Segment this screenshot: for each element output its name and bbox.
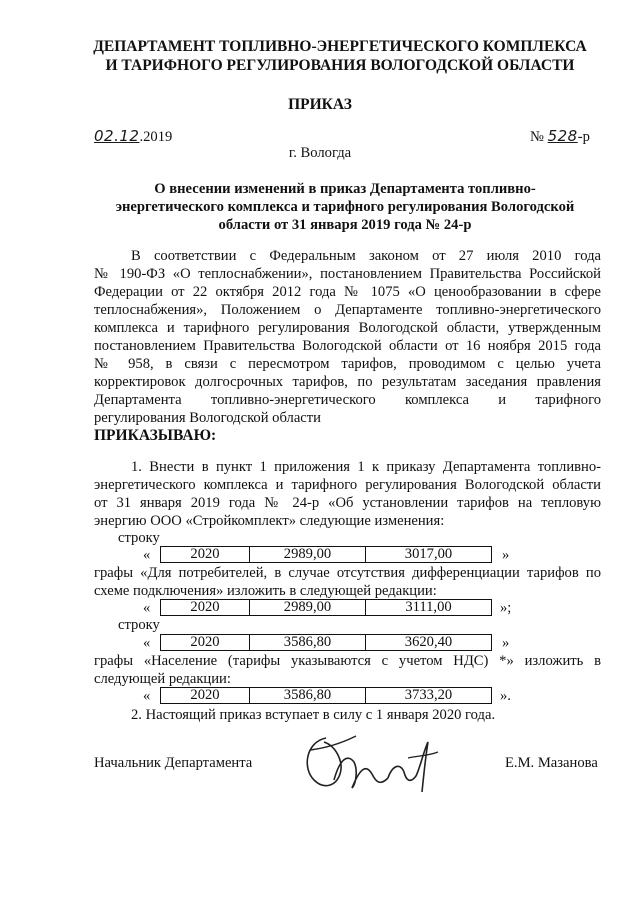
signatory-name: Е.М. Мазанова (505, 755, 598, 771)
quote-open: « (143, 600, 151, 616)
item1-line: от 31 января 2019 года № 24-р «Об установлении тарифов на тепловую (94, 495, 601, 511)
item1-line: энергию ООО «Стройкомплект» следующие изменения: (94, 513, 445, 529)
number-prefix: № (530, 129, 544, 145)
quote-open: « (143, 547, 151, 563)
preamble-line: № 958, в связи с пересмотром тарифов, проводимом с целью учета (94, 356, 601, 372)
table-cell-year: 2020 (161, 688, 250, 704)
item1-line: 1. Внести в пункт 1 приложения 1 к приказу Департамента топливно- (131, 459, 601, 475)
preamble-line: теплоснабжения», Положением о Департаменте топливно-энергетического (94, 302, 601, 318)
order-word: ПРИКАЗЫВАЮ: (94, 427, 217, 444)
preamble-line: комплекса и тарифного регулирования Вологодской области, утвержденным (94, 320, 601, 336)
table-cell-value: 3017,00 (366, 547, 492, 563)
handwritten-signature (296, 728, 446, 798)
handwritten-date: 02.12 (94, 127, 140, 145)
quote-close-semicolon: »; (500, 600, 512, 616)
tariff-table-2 (160, 599, 492, 616)
change2-line: графы «Население (тарифы указываются с учетом НДС) *» изложить в (94, 653, 601, 669)
subject-line3: области от 31 января 2019 года № 24-р (218, 217, 472, 233)
quote-open: « (143, 635, 151, 651)
tariff-table-3 (160, 634, 492, 651)
quote-close: » (502, 635, 510, 651)
table-cell-year: 2020 (161, 600, 250, 616)
quote-close-dot: ». (500, 688, 511, 704)
item2-line: 2. Настоящий приказ вступает в силу с 1 января 2020 года. (131, 707, 496, 723)
preamble-line: корректировок долгосрочных тарифов, по результатам заседания правления (94, 374, 601, 390)
table-cell-value: 3733,20 (366, 688, 492, 704)
table-cell-value: 2989,00 (250, 600, 366, 616)
preamble-line: постановлением Правительства Вологодской области от 16 ноября 2015 года (94, 338, 601, 354)
item1-line: энергетического комплекса и тарифного регулирования Вологодской области (94, 477, 601, 493)
organization-name-line2: И ТАРИФНОГО РЕГУЛИРОВАНИЯ ВОЛОГОДСКОЙ ОБЛАСТИ (105, 57, 575, 74)
signatory-position: Начальник Департамента (94, 755, 253, 771)
table-row (161, 635, 492, 651)
change2-line: следующей редакции: (94, 671, 231, 687)
order-number (530, 127, 590, 146)
handwritten-number: 528 (547, 127, 578, 145)
subject-line1: О внесении изменений в приказ Департамента топливно- (154, 181, 536, 197)
table-row (161, 688, 492, 704)
organization-name-line1: ДЕПАРТАМЕНТ ТОПЛИВНО-ЭНЕРГЕТИЧЕСКОГО КОМПЛЕКСА (93, 38, 587, 55)
table-cell-value: 3586,80 (250, 635, 366, 651)
preamble-line: В соответствии с Федеральным законом от 27 июля 2010 года (131, 248, 601, 264)
table-cell-year: 2020 (161, 547, 250, 563)
preamble-line: Департамента топливно-энергетического комплекса и тарифного (94, 392, 601, 408)
table-cell-value: 3586,80 (250, 688, 366, 704)
order-date (94, 127, 172, 146)
table-row (161, 547, 492, 563)
quote-open: « (143, 688, 151, 704)
subject-line2: энергетического комплекса и тарифного регулирования Вологодской (115, 199, 575, 215)
change1-line: схеме подключения» изложить в следующей редакции: (94, 583, 437, 599)
table-cell-value: 3111,00 (366, 600, 492, 616)
quote-close: » (502, 547, 510, 563)
number-suffix: -р (577, 129, 590, 145)
table-cell-value: 3620,40 (366, 635, 492, 651)
city: г. Вологда (288, 145, 352, 161)
date-year: .2019 (139, 129, 173, 145)
table-row (161, 600, 492, 616)
document-type: ПРИКАЗ (288, 96, 352, 113)
table-cell-year: 2020 (161, 635, 250, 651)
word-row: строку (118, 617, 160, 633)
table-cell-value: 2989,00 (250, 547, 366, 563)
preamble-line: регулирования Вологодской области (94, 410, 321, 426)
change1-line: графы «Для потребителей, в случае отсутствия дифференциации тарифов по (94, 565, 601, 581)
preamble-line: № 190-ФЗ «О теплоснабжении», постановлением Правительства Российской (94, 266, 601, 282)
tariff-table-1 (160, 546, 492, 563)
word-row: строку (118, 530, 160, 546)
tariff-table-4 (160, 687, 492, 704)
preamble-line: Федерации от 22 октября 2012 года № 1075 «О ценообразовании в сфере (94, 284, 601, 300)
